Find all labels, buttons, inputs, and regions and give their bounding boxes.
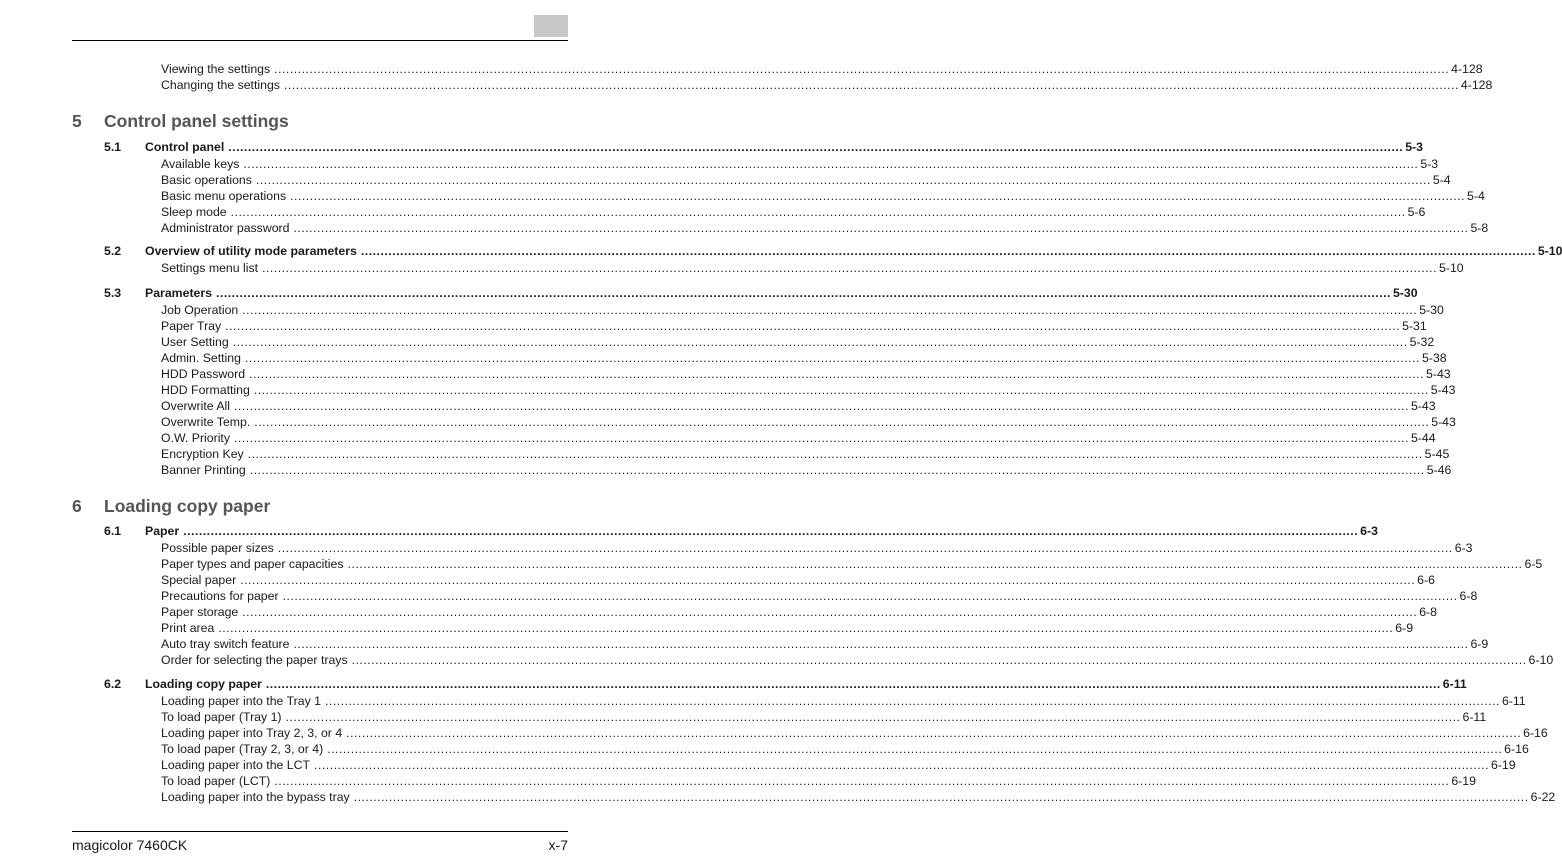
toc-entry-row[interactable] (161, 573, 1435, 588)
page-ref: 5-3 (1405, 140, 1423, 154)
toc-entry-row[interactable] (161, 431, 1436, 446)
entry-title: Overwrite Temp. (161, 415, 251, 429)
page-ref: 5-10 (1439, 261, 1464, 275)
entry-title: Overwrite All (161, 399, 231, 413)
dot-leader: ............................................................................................................................................................................................................................................................................................................ (360, 244, 1536, 258)
dot-leader: ............................................................................................................................................................................................................................................................................................................ (314, 758, 1489, 772)
toc-entry-row[interactable] (161, 463, 1452, 478)
page-ref: 6-3 (1454, 541, 1473, 555)
toc-entry-row[interactable] (161, 319, 1427, 334)
page-ref: 5-3 (1420, 157, 1439, 171)
toc-entry-row[interactable] (161, 621, 1414, 636)
chapter-tab-marker (534, 15, 568, 37)
entry-title: Auto tray switch feature (161, 637, 290, 651)
entry-title: HDD Formatting (161, 383, 250, 397)
section-number: 6.2 (104, 677, 122, 691)
chapter-heading (72, 496, 270, 517)
entry-title: O.W. Priority (161, 431, 231, 445)
section-title: Loading copy paper (145, 677, 262, 691)
page-ref: 5-43 (1426, 367, 1451, 381)
chapter-title: Control panel settings (104, 111, 289, 131)
dot-leader: ............................................................................................................................................................................................................................................................................................................ (228, 140, 1404, 154)
toc-entry-row[interactable] (161, 399, 1436, 414)
page-ref: 5-38 (1421, 351, 1447, 365)
entry-title: Loading paper into the bypass tray (161, 790, 350, 804)
toc-entry-row[interactable] (161, 261, 1464, 276)
chapter-number: 6 (72, 496, 82, 516)
chapter-title: Loading copy paper (104, 496, 271, 516)
toc-entry-row[interactable] (161, 774, 1476, 789)
footer-rule (72, 831, 568, 832)
toc-entry-row[interactable] (161, 589, 1478, 604)
entry-title: Changing the settings (161, 78, 280, 92)
entry-title: Loading paper into the LCT (161, 758, 311, 772)
dot-leader: ............................................................................................................................................................................................................................................................................................................ (232, 335, 1408, 349)
dot-leader: ............................................................................................................................................................................................................................................................................................................ (277, 541, 1453, 555)
section-title: Paper (145, 524, 180, 538)
toc-entry-row[interactable] (161, 541, 1473, 556)
page-ref: 4-128 (1451, 62, 1483, 76)
page-ref: 6-11 (1462, 710, 1487, 724)
toc-entry-row[interactable] (161, 62, 1483, 77)
dot-leader: ............................................................................................................................................................................................................................................................................................................ (327, 742, 1503, 756)
toc-entry-row[interactable] (161, 351, 1447, 366)
toc-entry-row[interactable] (161, 557, 1543, 572)
toc-entry-row[interactable] (161, 78, 1493, 93)
toc-entry-row[interactable] (161, 303, 1444, 318)
dot-leader: ............................................................................................................................................................................................................................................................................................................ (262, 261, 1438, 275)
dot-leader: ............................................................................................................................................................................................................................................................................................................ (243, 157, 1419, 171)
section-title: Overview of utility mode parameters (145, 244, 357, 258)
entry-title: Special paper (161, 573, 237, 587)
entry-title: Paper types and paper capacities (161, 557, 344, 571)
dot-leader: ............................................................................................................................................................................................................................................................................................................ (247, 447, 1423, 461)
dot-leader: ............................................................................................................................................................................................................................................................................................................ (283, 78, 1459, 92)
toc-entry-row[interactable] (161, 758, 1516, 773)
entry-title: Loading paper into Tray 2, 3, or 4 (161, 726, 343, 740)
page-ref: 5-43 (1431, 415, 1456, 429)
dot-leader: ............................................................................................................................................................................................................................................................................................................ (274, 62, 1450, 76)
page-ref: 6-6 (1417, 573, 1435, 587)
toc-entry-row[interactable] (161, 605, 1437, 620)
toc-entry-row[interactable] (161, 742, 1529, 757)
entry-title: Paper Tray (161, 319, 222, 333)
entry-title: Loading paper into the Tray 1 (161, 694, 321, 708)
header-rule (72, 40, 568, 41)
dot-leader: ............................................................................................................................................................................................................................................................................................................ (230, 205, 1406, 219)
toc-entry-row[interactable] (161, 694, 1526, 709)
entry-title: Sleep mode (161, 205, 227, 219)
section-number: 5.1 (104, 140, 122, 154)
page-ref: 6-19 (1491, 758, 1516, 772)
dot-leader: ............................................................................................................................................................................................................................................................................................................ (255, 173, 1431, 187)
dot-leader: ............................................................................................................................................................................................................................................................................................................ (244, 351, 1420, 365)
page-ref: 5-6 (1407, 205, 1426, 219)
entry-title: Print area (161, 621, 215, 635)
entry-title: To load paper (Tray 2, 3, or 4) (161, 742, 324, 756)
dot-leader: ............................................................................................................................................................................................................................................................................................................ (218, 621, 1394, 635)
entry-title: HDD Password (161, 367, 246, 381)
dot-leader: ............................................................................................................................................................................................................................................................................................................ (216, 286, 1391, 300)
dot-leader: ............................................................................................................................................................................................................................................................................................................ (282, 589, 1458, 603)
page-ref: 6-19 (1451, 774, 1476, 788)
page-ref: 6-11 (1501, 694, 1526, 708)
page-ref: 5-10 (1537, 244, 1562, 258)
page-ref: 5-43 (1430, 383, 1456, 397)
toc-section-row[interactable] (104, 677, 1467, 692)
toc-section-row[interactable] (104, 140, 1423, 155)
section-title: Parameters (145, 286, 212, 300)
page-ref: 5-46 (1426, 463, 1452, 477)
toc-section-row[interactable] (104, 244, 1562, 259)
page-ref: 6-16 (1504, 742, 1529, 756)
dot-leader: ............................................................................................................................................................................................................................................................................................................ (183, 524, 1359, 538)
page-ref: 6-9 (1470, 637, 1489, 651)
footer-page-number: x-7 (548, 837, 568, 853)
section-title: Control panel (145, 140, 225, 154)
page-ref: 6-9 (1395, 621, 1414, 635)
toc-entry-row[interactable] (161, 637, 1489, 652)
dot-leader: ............................................................................................................................................................................................................................................................................................................ (234, 399, 1409, 413)
entry-title: Admin. Setting (161, 351, 241, 365)
page-ref: 5-8 (1470, 221, 1489, 235)
dot-leader: ............................................................................................................................................................................................................................................................................................................ (249, 367, 1425, 381)
dot-leader: ............................................................................................................................................................................................................................................................................................................ (265, 677, 1441, 691)
page-ref: 5-30 (1392, 286, 1418, 300)
page-ref: 5-4 (1467, 189, 1485, 203)
toc-entry-row[interactable] (161, 653, 1554, 668)
dot-leader: ............................................................................................................................................................................................................................................................................................................ (324, 694, 1500, 708)
dot-leader: ............................................................................................................................................................................................................................................................................................................ (346, 726, 1522, 740)
toc-entry-row[interactable] (161, 189, 1485, 204)
dot-leader: ............................................................................................................................................................................................................................................................................................................ (225, 319, 1401, 333)
entry-title: Possible paper sizes (161, 541, 274, 555)
dot-leader: ............................................................................................................................................................................................................................................................................................................ (285, 710, 1461, 724)
entry-title: Basic menu operations (161, 189, 287, 203)
entry-title: Order for selecting the paper trays (161, 653, 348, 667)
page-ref: 6-3 (1360, 524, 1378, 538)
page-ref: 5-44 (1410, 431, 1436, 445)
entry-title: To load paper (Tray 1) (161, 710, 282, 724)
page-ref: 6-5 (1524, 557, 1543, 571)
entry-title: Precautions for paper (161, 589, 279, 603)
dot-leader: ............................................................................................................................................................................................................................................................................................................ (242, 303, 1418, 317)
section-number: 5.2 (104, 244, 122, 258)
dot-leader: ............................................................................................................................................................................................................................................................................................................ (240, 573, 1416, 587)
page-ref: 6-8 (1459, 589, 1478, 603)
toc-entry-row[interactable] (161, 367, 1451, 382)
page-ref: 5-31 (1402, 319, 1427, 333)
entry-title: Encryption Key (161, 447, 244, 461)
section-number: 5.3 (104, 286, 122, 300)
footer-product-name: magicolor 7460CK (72, 837, 188, 853)
entry-title: Paper storage (161, 605, 239, 619)
toc-entry-row[interactable] (161, 726, 1548, 741)
section-number: 6.1 (104, 524, 122, 538)
page-ref: 6-22 (1530, 790, 1556, 804)
page-ref: 6-10 (1528, 653, 1554, 667)
toc-entry-row[interactable] (161, 205, 1426, 220)
toc-entry-row[interactable] (161, 710, 1487, 725)
chapter-number: 5 (72, 111, 82, 131)
dot-leader: ............................................................................................................................................................................................................................................................................................................ (351, 653, 1527, 667)
entry-title: Administrator password (161, 221, 290, 235)
toc-entry-row[interactable] (161, 335, 1435, 350)
page-ref: 6-11 (1442, 677, 1467, 691)
entry-title: Job Operation (161, 303, 239, 317)
toc-entry-row[interactable] (161, 157, 1439, 172)
chapter-heading (72, 111, 289, 132)
page-ref: 5-4 (1432, 173, 1451, 187)
dot-leader: ............................................................................................................................................................................................................................................................................................................ (290, 189, 1466, 203)
toc-section-row[interactable] (104, 286, 1418, 301)
page-ref: 5-43 (1410, 399, 1436, 413)
entry-title: Basic operations (161, 173, 252, 187)
dot-leader: ............................................................................................................................................................................................................................................................................................................ (254, 415, 1430, 429)
dot-leader: ............................................................................................................................................................................................................................................................................................................ (353, 790, 1529, 804)
dot-leader: ............................................................................................................................................................................................................................................................................................................ (242, 605, 1418, 619)
page-ref: 6-16 (1523, 726, 1548, 740)
dot-leader: ............................................................................................................................................................................................................................................................................................................ (293, 221, 1469, 235)
dot-leader: ............................................................................................................................................................................................................................................................................................................ (253, 383, 1429, 397)
toc-section-row[interactable] (104, 524, 1378, 539)
toc-entry-row[interactable] (161, 383, 1456, 398)
toc-entry-row[interactable] (161, 447, 1450, 462)
dot-leader: ............................................................................................................................................................................................................................................................................................................ (234, 431, 1409, 445)
dot-leader: ............................................................................................................................................................................................................................................................................................................ (293, 637, 1469, 651)
dot-leader: ............................................................................................................................................................................................................................................................................................................ (347, 557, 1523, 571)
page-ref: 5-30 (1419, 303, 1444, 317)
entry-title: To load paper (LCT) (161, 774, 271, 788)
dot-leader: ............................................................................................................................................................................................................................................................................................................ (274, 774, 1450, 788)
entry-title: Settings menu list (161, 261, 259, 275)
toc-entry-row[interactable] (161, 790, 1556, 805)
toc-entry-row[interactable] (161, 173, 1451, 188)
toc-entry-row[interactable] (161, 415, 1456, 430)
page-ref: 6-8 (1419, 605, 1437, 619)
page-ref: 4-128 (1460, 78, 1493, 92)
page-ref: 5-32 (1409, 335, 1435, 349)
entry-title: User Setting (161, 335, 229, 349)
toc-entry-row[interactable] (161, 221, 1489, 236)
entry-title: Viewing the settings (161, 62, 271, 76)
entry-title: Banner Printing (161, 463, 246, 477)
entry-title: Available keys (161, 157, 240, 171)
page-ref: 5-45 (1424, 447, 1450, 461)
dot-leader: ............................................................................................................................................................................................................................................................................................................ (249, 463, 1425, 477)
